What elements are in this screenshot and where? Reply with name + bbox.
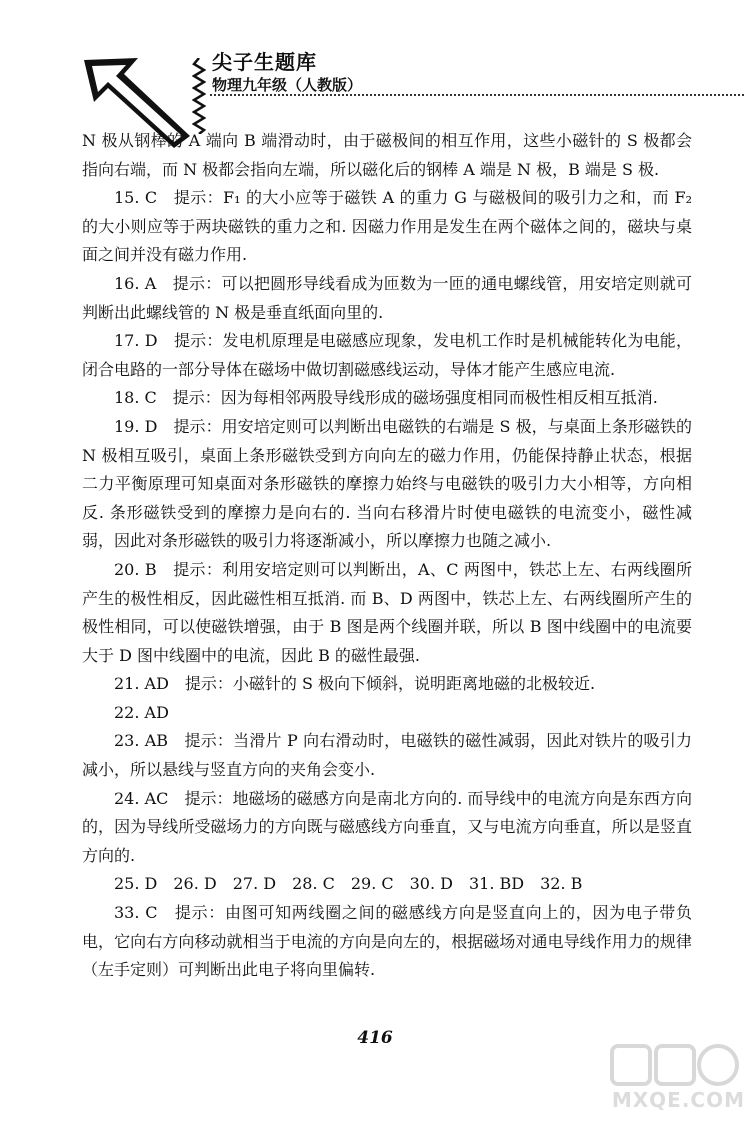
header-dotted-rule (210, 94, 744, 96)
answer-logo-icon (610, 1040, 740, 1090)
answer-16: 16. A 提示：可以把圆形导线看成为匝数为一匝的通电螺线管，用安培定则就可判断出此螺线管的 N 极是垂直纸面向里的. (82, 273, 692, 322)
answer-22: 22. AD (114, 702, 169, 722)
page-header (62, 28, 692, 138)
answer-17: 17. D 提示：发电机原理是电磁感应现象，发电机工作时是机械能转化为电能，闭合电路的一部分导体在磁场中做切割磁感线运动，导体才能产生感应电流. (82, 331, 692, 379)
watermark (600, 1040, 750, 1122)
answer-23: 23. AB 提示：当滑片 P 向右滑动时，电磁铁的磁性减弱，因此对铁片的吸引力减小，所以悬线与竖直方向的夹角会变小. (82, 731, 692, 780)
answer-19: 19. D 提示：用安培定则可以判断出电磁铁的右端是 S 极，与桌面上条形磁铁的 N 极相互吸引，桌面上条形磁铁受到方向向左的磁力作用，仍能保持静止状态，根据二力平衡原理可知桌面对条形磁铁的摩擦力始终与电磁铁的吸引力大小相等，方向相反. 条形磁铁受到的摩擦力是向右的. 当向右移滑片时使电磁铁的电流变小，磁性减弱，因此对条形磁铁的吸引力将逐渐减小，所以摩擦力也随之减小. (82, 416, 692, 551)
answer-18: 18. C 提示：因为每相邻两股导线形成的磁场强度相同而极性相反相互抵消. (114, 388, 658, 408)
answer-20: 20. B 提示：利用安培定则可以判断出，A、C 两图中，铁芯上左、右两线圈所产生的极性相反，因此磁性相互抵消. 而 B、D 两图中，铁芯上左、右两线圈所产生的极性相同，可以使磁铁增强，由于 B 图是两个线圈并联，所以 B 图中线圈中的电流要大于 D 图中线圈中的电流，因此 B 的磁性最强. (82, 559, 692, 665)
answer-24: 24. AC 提示：地磁场的磁感方向是南北方向的. 而导线中的电流方向是东西方向的，因为导线所受磁场力的方向既与磁感线方向垂直，又与电流方向垂直，所以是竖直方向的. (82, 788, 692, 865)
answer-text (82, 127, 692, 985)
answer-15: 15. C 提示：F₁ 的大小应等于磁铁 A 的重力 G 与磁极间的吸引力之和，而 F₂ 的大小则应等于两块磁铁的重力之和. 因磁力作用是发生在两个磁体之间的，磁块与桌面之间并没有磁力作用. (82, 188, 692, 265)
watermark-text: MXQE.COM (611, 1088, 745, 1112)
page-number: 416 (357, 1028, 393, 1048)
book-brand-title: 尖子生题库 (212, 50, 317, 74)
answer-33: 33. C 提示：由图可知两线圈之间的磁感线方向是竖直向上的，因为电子带负电，它向右方向移动就相当于电流的方向是向左的，根据磁场对通电导线作用力的规律（左手定则）可判断出此电子将向里偏转. (82, 903, 692, 980)
zigzag-divider-icon (192, 58, 206, 134)
book-subtitle: 物理九年级（人教版） (212, 76, 363, 94)
answer-21: 21. AD 提示：小磁针的 S 极向下倾斜，说明距离地磁的北极较近. (114, 674, 596, 694)
paragraph-continuation: N 极从钢棒的 A 端向 B 端滑动时，由于磁极间的相互作用，这些小磁针的 S 极都会指向右端，而 N 极都会指向左端，所以磁化后的钢棒 A 端是 N 极，B 端是 S 极. (82, 131, 692, 179)
answers-25-32: 25. D 26. D 27. D 28. C 29. C 30. D 31. BD 32. B (114, 874, 583, 894)
